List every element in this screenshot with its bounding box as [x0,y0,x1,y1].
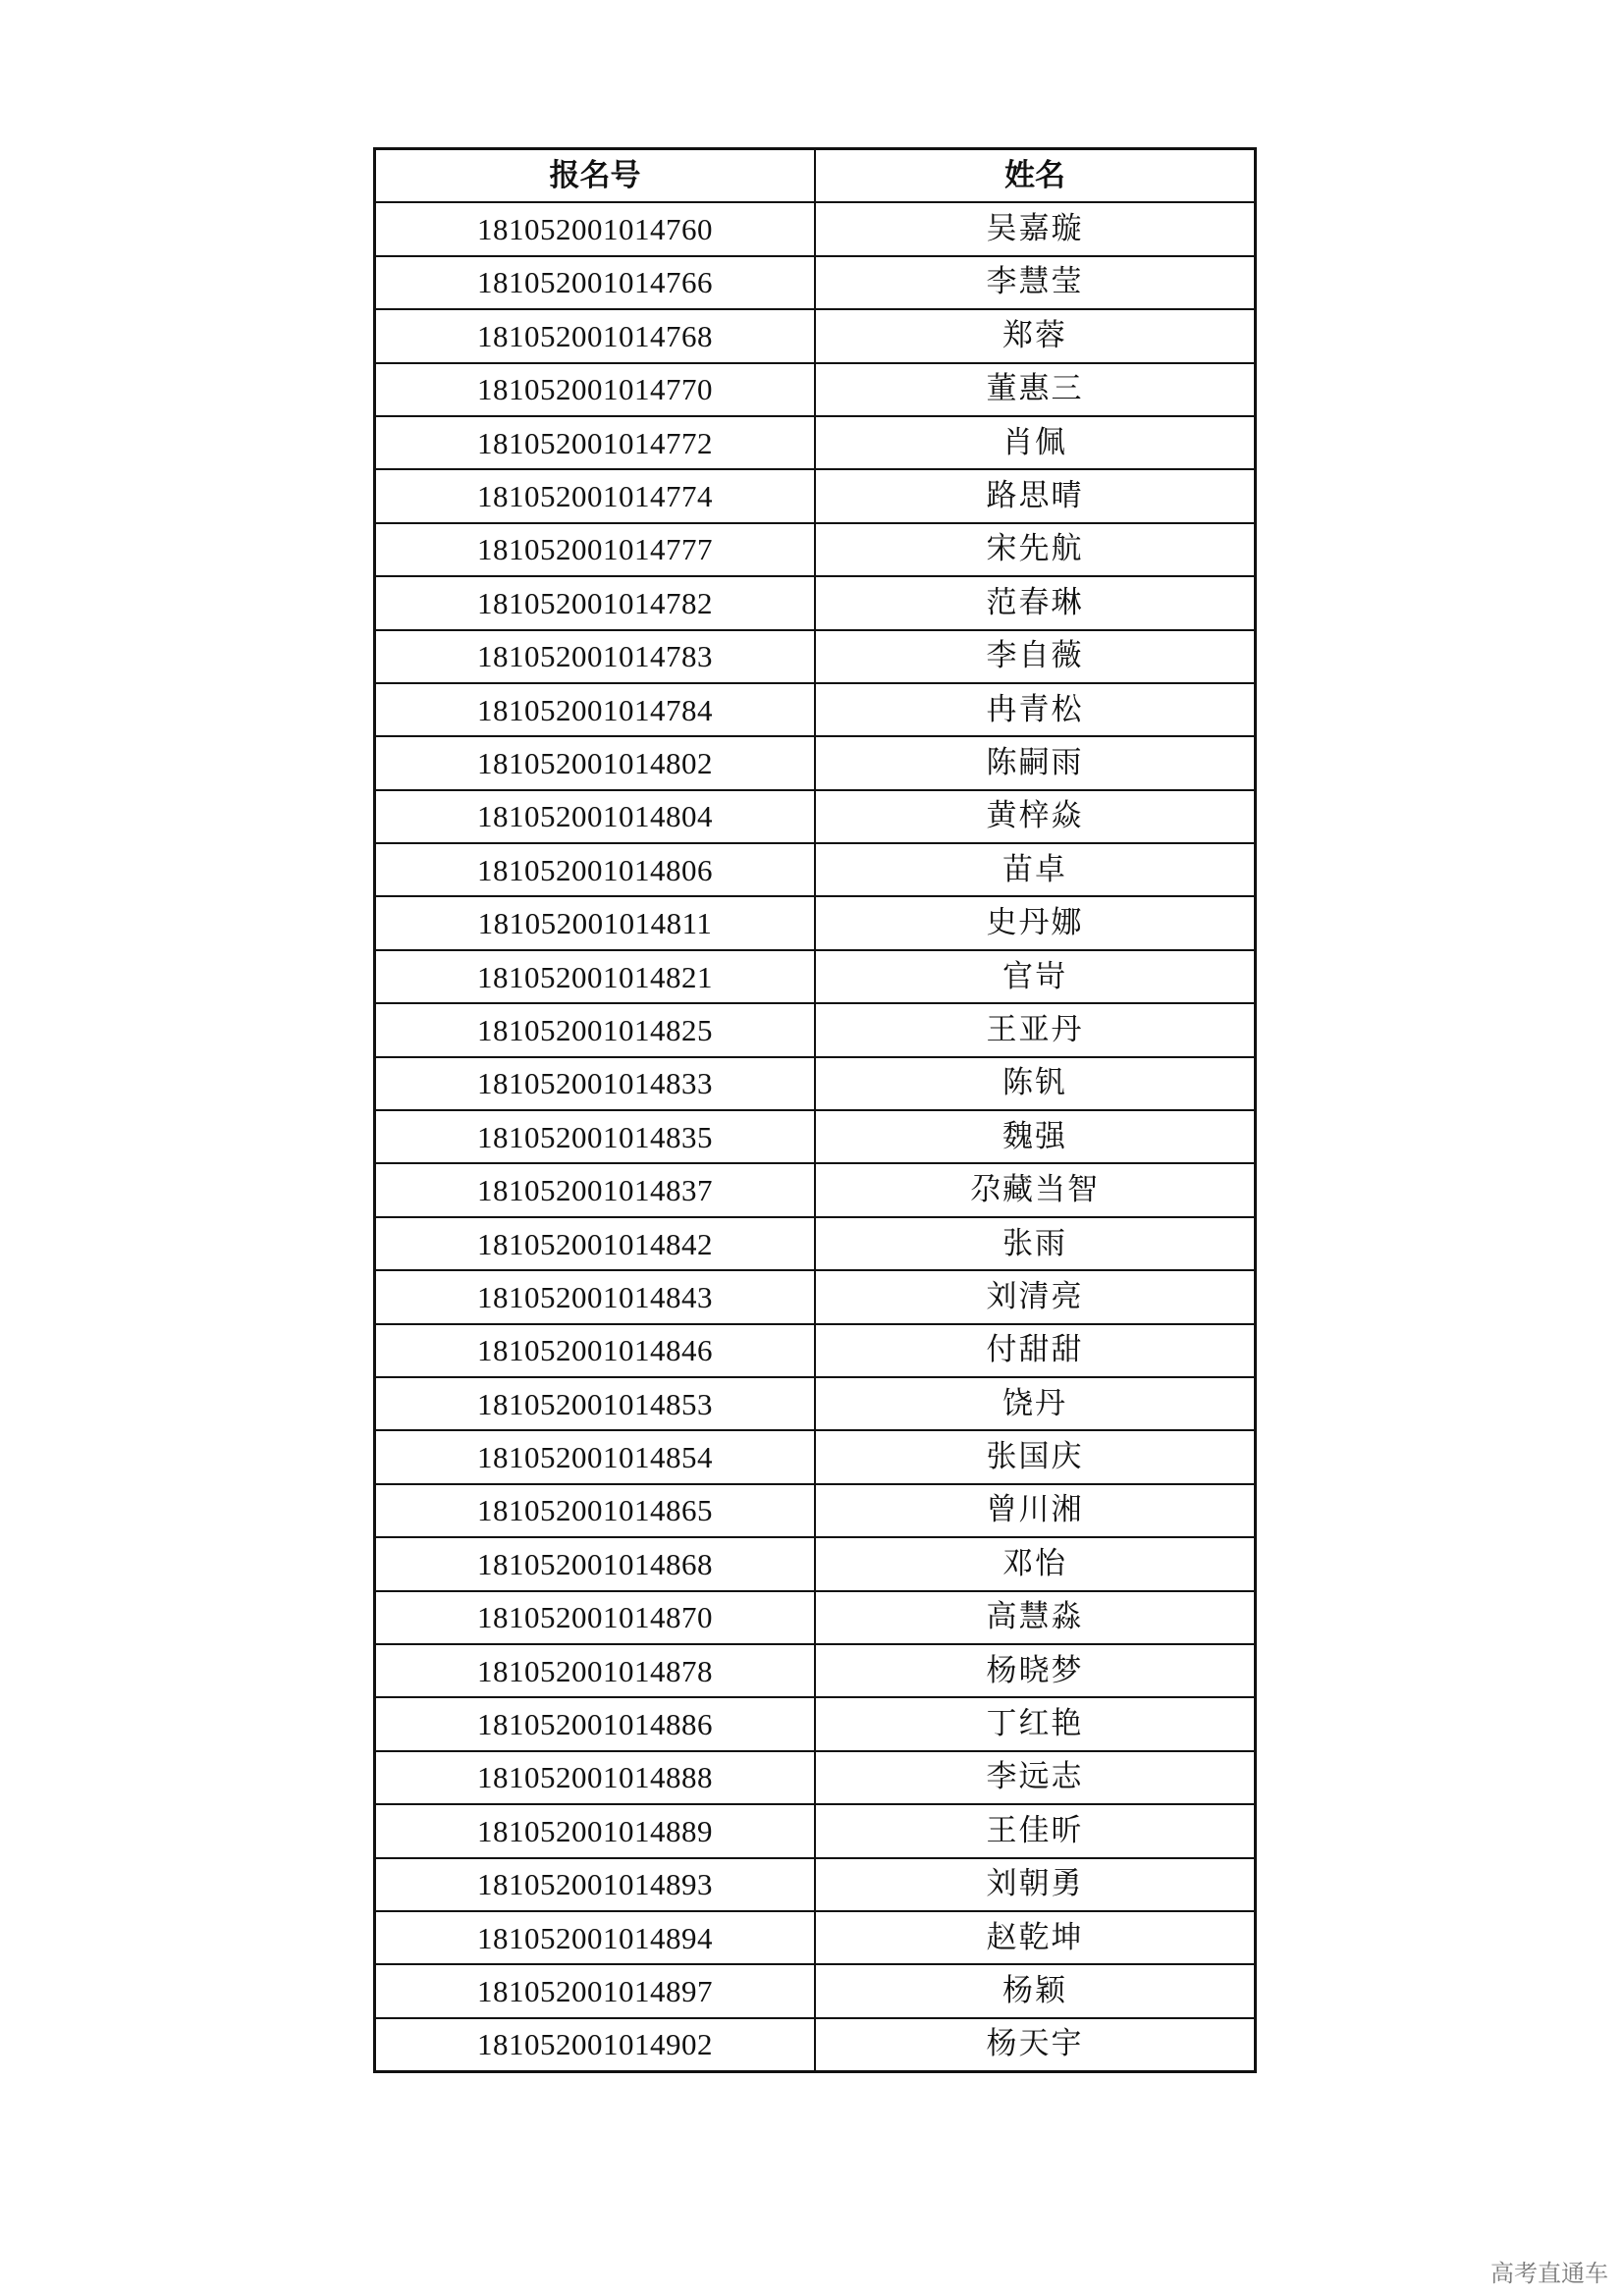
name-cell: 高慧淼 [815,1591,1256,1644]
registration-number-cell: 181052001014777 [375,523,816,576]
registration-number-cell: 181052001014889 [375,1804,816,1857]
table-row [375,1217,1256,1270]
name-cell: 饶丹 [815,1377,1256,1430]
table-row [375,256,1256,309]
table-row [375,1751,1256,1804]
table-row [375,202,1256,255]
table-row [375,1537,1256,1590]
name-cell: 范春琳 [815,576,1256,629]
table-body [375,202,1256,2071]
registration-number-cell: 181052001014842 [375,1217,816,1270]
table-row [375,683,1256,736]
registration-number-cell: 181052001014843 [375,1270,816,1323]
registration-number-cell: 181052001014806 [375,843,816,896]
table-row [375,469,1256,522]
header-row [375,149,1256,203]
table-row [375,1964,1256,2017]
name-cell: 史丹娜 [815,896,1256,949]
registration-number-cell: 181052001014833 [375,1057,816,1110]
table-row [375,576,1256,629]
name-cell: 魏强 [815,1110,1256,1163]
name-cell: 付甜甜 [815,1324,1256,1377]
table-row [375,790,1256,843]
column-header-name: 姓名 [815,149,1256,203]
table-row [375,736,1256,789]
registration-number-cell: 181052001014888 [375,1751,816,1804]
name-cell: 张国庆 [815,1430,1256,1483]
name-cell: 丁红艳 [815,1697,1256,1750]
name-cell: 苗卓 [815,843,1256,896]
table-row [375,1270,1256,1323]
registration-number-cell: 181052001014768 [375,309,816,362]
table-row [375,1644,1256,1697]
registration-number-cell: 181052001014897 [375,1964,816,2017]
table-row [375,1057,1256,1110]
table-row [375,1324,1256,1377]
name-cell: 杨晓梦 [815,1644,1256,1697]
name-cell: 刘朝勇 [815,1858,1256,1911]
name-cell: 黄梓焱 [815,790,1256,843]
table-row [375,309,1256,362]
name-cell: 冉青松 [815,683,1256,736]
table-row [375,1858,1256,1911]
name-cell: 郑蓉 [815,309,1256,362]
registration-number-cell: 181052001014870 [375,1591,816,1644]
column-header-registration-number: 报名号 [375,149,816,203]
registration-number-cell: 181052001014846 [375,1324,816,1377]
registration-number-cell: 181052001014853 [375,1377,816,1430]
registration-number-cell: 181052001014837 [375,1163,816,1216]
name-cell: 官岢 [815,950,1256,1003]
table-row [375,1163,1256,1216]
table-row [375,1377,1256,1430]
table-row [375,2018,1256,2072]
registration-number-cell: 181052001014878 [375,1644,816,1697]
registration-number-cell: 181052001014772 [375,416,816,469]
name-cell: 吴嘉璇 [815,202,1256,255]
name-cell: 路思晴 [815,469,1256,522]
roster-table [373,147,1257,2073]
table-row [375,950,1256,1003]
name-cell: 陈嗣雨 [815,736,1256,789]
table-head [375,149,1256,203]
name-cell: 尕藏当智 [815,1163,1256,1216]
name-cell: 杨颖 [815,1964,1256,2017]
name-cell: 肖佩 [815,416,1256,469]
table-row [375,1003,1256,1056]
table-row [375,1804,1256,1857]
table-row [375,523,1256,576]
table-row [375,1697,1256,1750]
table-row [375,843,1256,896]
registration-number-cell: 181052001014902 [375,2018,816,2072]
table-row [375,1430,1256,1483]
registration-number-cell: 181052001014802 [375,736,816,789]
table-row [375,1911,1256,1964]
registration-number-cell: 181052001014894 [375,1911,816,1964]
registration-number-cell: 181052001014784 [375,683,816,736]
registration-number-cell: 181052001014774 [375,469,816,522]
table-row [375,1591,1256,1644]
registration-number-cell: 181052001014865 [375,1484,816,1537]
name-cell: 李自薇 [815,630,1256,683]
registration-number-cell: 181052001014782 [375,576,816,629]
registration-number-cell: 181052001014804 [375,790,816,843]
watermark-text: 高考直通车 [1490,2260,1608,2287]
registration-number-cell: 181052001014821 [375,950,816,1003]
registration-number-cell: 181052001014893 [375,1858,816,1911]
registration-number-cell: 181052001014825 [375,1003,816,1056]
name-cell: 张雨 [815,1217,1256,1270]
table-row [375,1110,1256,1163]
name-cell: 赵乾坤 [815,1911,1256,1964]
table-row [375,630,1256,683]
name-cell: 陈钒 [815,1057,1256,1110]
table-row [375,1484,1256,1537]
name-cell: 曾川湘 [815,1484,1256,1537]
name-cell: 李慧莹 [815,256,1256,309]
name-cell: 董惠三 [815,363,1256,416]
table-row [375,416,1256,469]
registration-number-cell: 181052001014770 [375,363,816,416]
table-row [375,896,1256,949]
registration-number-cell: 181052001014811 [375,896,816,949]
name-cell: 王佳昕 [815,1804,1256,1857]
table-row [375,363,1256,416]
registration-number-cell: 181052001014835 [375,1110,816,1163]
registration-number-cell: 181052001014868 [375,1537,816,1590]
name-cell: 宋先航 [815,523,1256,576]
name-cell: 杨天宇 [815,2018,1256,2072]
registration-number-cell: 181052001014766 [375,256,816,309]
name-cell: 李远志 [815,1751,1256,1804]
registration-number-cell: 181052001014854 [375,1430,816,1483]
registration-number-cell: 181052001014783 [375,630,816,683]
name-cell: 刘清亮 [815,1270,1256,1323]
name-cell: 王亚丹 [815,1003,1256,1056]
registration-number-cell: 181052001014760 [375,202,816,255]
registration-number-cell: 181052001014886 [375,1697,816,1750]
name-cell: 邓怡 [815,1537,1256,1590]
